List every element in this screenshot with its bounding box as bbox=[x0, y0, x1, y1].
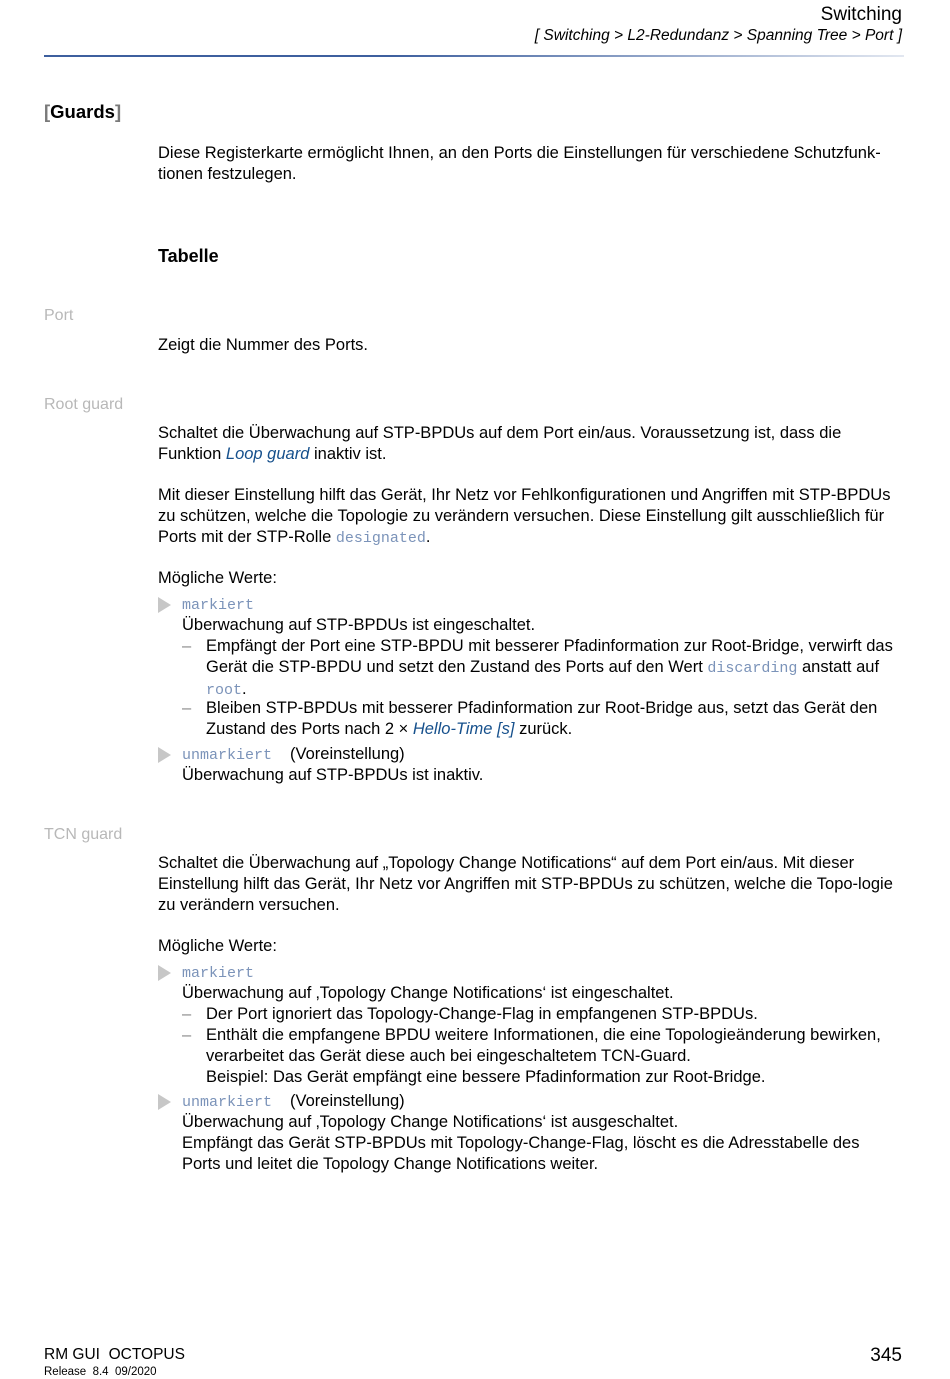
tcn-guard-option-unmarkiert-desc-2: Empfängt das Gerät STP-BPDUs mit Topology-Change-Flag, löscht es die Adresstabelle des Ports und leitet die Topology Change Notifications weiter. bbox=[182, 1134, 860, 1173]
tcn-guard-dash-1: Der Port ignoriert das Topology-Change-Flag in empfangenen STP-BPDUs. bbox=[206, 1005, 758, 1023]
value-discarding: discarding bbox=[707, 660, 798, 677]
footer-release: Release 8.4 09/2020 bbox=[44, 1366, 157, 1378]
root-guard-option-markiert-desc: Überwachung auf STP-BPDUs ist eingeschaltet. bbox=[182, 616, 536, 634]
dash-bullet: – bbox=[182, 699, 192, 717]
dash-bullet: – bbox=[182, 1005, 192, 1023]
root-guard-option-unmarkiert-desc: Überwachung auf STP-BPDUs ist inaktiv. bbox=[182, 766, 484, 784]
root-guard-dash-1-text: Empfängt der Port eine STP-BPDU mit besserer Pfadinformation zur Root-Bridge, verwirft das Gerät die STP-BPDU und setzt den Zustand des Ports auf den Wert bbox=[206, 637, 893, 676]
value-unmarkiert: unmarkiert bbox=[182, 747, 273, 764]
default-note: (Voreinstellung) bbox=[290, 1092, 405, 1110]
tcn-guard-option-markiert-desc: Überwachung auf ‚Topology Change Notifications‘ ist eingeschaltet. bbox=[182, 984, 674, 1002]
bracket-close: ] bbox=[114, 101, 122, 122]
root-guard-p2-text: Mit dieser Einstellung hilft das Gerät, Ihr Netz vor Fehlkonfigurationen und Angriffen mit STP-BPDUs zu schützen, welche die Topologie zu verändern versuchen. Diese Einstellung gilt ausschließlich für Ports mit der STP-Rolle bbox=[158, 486, 891, 546]
header-divider bbox=[44, 55, 904, 57]
dash-bullet: – bbox=[182, 637, 192, 655]
section-title-text: Guards bbox=[50, 101, 115, 122]
triangle-right-icon bbox=[158, 1094, 171, 1110]
tcn-guard-paragraph-1: Schaltet die Überwachung auf „Topology Change Notifications“ auf dem Port ein/aus. Mit dieser Einstellung hilft das Gerät, Ihr Netz vor Angriffen mit STP-BPDUs zu schützen, welche die Topo-logie zu verändern versuchen. bbox=[158, 854, 893, 914]
field-label-tcn-guard: TCN guard bbox=[44, 826, 123, 843]
root-guard-dash-2-text: Bleiben STP-BPDUs mit besserer Pfadinformation zur Root-Bridge aus, setzt das Gerät den Zustand des Ports nach 2 × bbox=[206, 699, 878, 738]
field-label-port: Port bbox=[44, 307, 74, 324]
root-guard-dash-1-mid: anstatt auf bbox=[801, 658, 880, 676]
root-guard-dash-2-end: zurück. bbox=[519, 720, 573, 738]
tcn-guard-option-unmarkiert bbox=[182, 1091, 902, 1113]
tcn-guard-dash-2: Enthält die empfangene BPDU weitere Informationen, die eine Topologieänderung bewirken, verarbeitet das Gerät diese auch bei eingeschaltetem TCN-Guard. bbox=[206, 1026, 881, 1065]
field-label-root-guard: Root guard bbox=[44, 396, 124, 413]
default-note: (Voreinstellung) bbox=[290, 745, 405, 763]
root-guard-p2-end: . bbox=[425, 528, 431, 546]
dash-bullet: – bbox=[182, 1026, 192, 1044]
triangle-right-icon bbox=[158, 597, 171, 613]
value-root: root bbox=[206, 682, 243, 699]
value-unmarkiert: unmarkiert bbox=[182, 1094, 273, 1111]
root-guard-paragraph-2 bbox=[158, 485, 903, 549]
triangle-right-icon bbox=[158, 747, 171, 763]
tcn-guard-possible-values: Mögliche Werte: bbox=[158, 937, 277, 955]
root-guard-p1-text: Schaltet die Überwachung auf STP-BPDUs auf dem Port ein/aus. Voraussetzung ist, dass die Funktion bbox=[158, 424, 842, 463]
header-title: Switching bbox=[820, 4, 902, 25]
hello-time-link[interactable]: Hello-Time [s] bbox=[412, 720, 515, 738]
tcn-guard-example: Beispiel: Das Gerät empfängt eine bessere Pfadinformation zur Root-Bridge. bbox=[206, 1068, 766, 1086]
page-number: 345 bbox=[870, 1345, 902, 1366]
root-guard-paragraph-1 bbox=[158, 423, 903, 465]
root-guard-p1-end: inaktiv ist. bbox=[313, 445, 387, 463]
footer-document-name: RM GUI OCTOPUS bbox=[44, 1346, 185, 1363]
value-markiert: markiert bbox=[182, 597, 255, 614]
triangle-right-icon bbox=[158, 965, 171, 981]
subheading-tabelle: Tabelle bbox=[158, 246, 219, 266]
tcn-guard-option-unmarkiert-desc-1: Überwachung auf ‚Topology Change Notifications‘ ist ausgeschaltet. bbox=[182, 1113, 679, 1131]
section-title bbox=[44, 100, 121, 124]
tcn-guard-option-markiert bbox=[182, 962, 902, 984]
root-guard-dash-1 bbox=[206, 636, 902, 701]
section-intro: Diese Registerkarte ermöglicht Ihnen, an den Ports die Einstellungen für verschiedene Schutzfunk-tionen festzulegen. bbox=[158, 144, 881, 183]
bracket-open: [ bbox=[44, 101, 51, 122]
loop-guard-link[interactable]: Loop guard bbox=[225, 445, 310, 463]
value-markiert: markiert bbox=[182, 965, 255, 982]
breadcrumb: [ Switching > L2-Redundanz > Spanning Tree > Port ] bbox=[534, 27, 902, 44]
root-guard-dash-2 bbox=[206, 698, 902, 740]
root-guard-option-unmarkiert bbox=[182, 744, 902, 766]
root-guard-possible-values: Mögliche Werte: bbox=[158, 569, 277, 587]
root-guard-dash-1-end: . bbox=[242, 680, 247, 698]
root-guard-option-markiert bbox=[182, 594, 902, 616]
value-designated: designated bbox=[335, 530, 426, 547]
port-description: Zeigt die Nummer des Ports. bbox=[158, 336, 368, 354]
